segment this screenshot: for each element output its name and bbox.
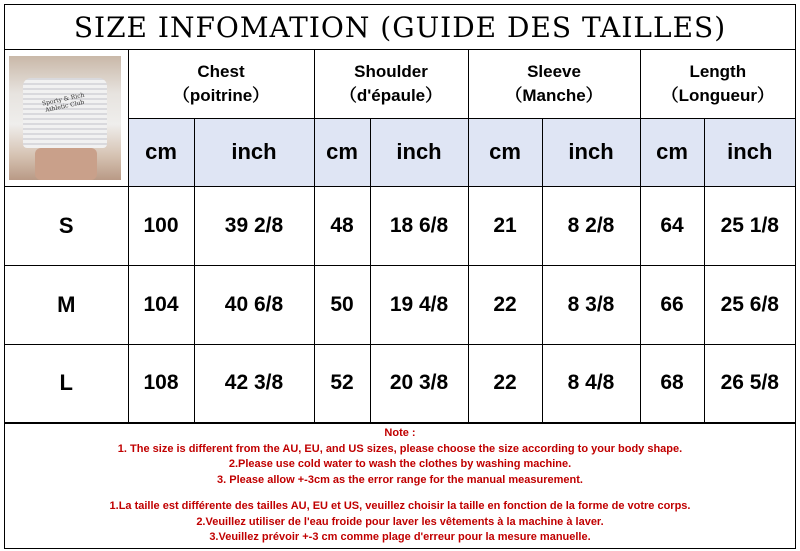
- chest-cm: 108: [128, 344, 194, 422]
- length-inch: 25 1/8: [704, 186, 795, 265]
- shoulder-inch: 18 6/8: [370, 186, 468, 265]
- size-label: S: [5, 186, 128, 265]
- unit-cm: cm: [640, 118, 704, 186]
- chest-cm: 104: [128, 265, 194, 344]
- unit-inch: inch: [370, 118, 468, 186]
- sleeve-inch: 8 4/8: [542, 344, 640, 422]
- sleeve-cm: 22: [468, 265, 542, 344]
- header-chest: Chest （poitrine）: [128, 50, 314, 118]
- size-table: [5, 50, 795, 423]
- shoulder-cm: 48: [314, 186, 370, 265]
- chest-inch: 42 3/8: [194, 344, 314, 422]
- page-title: SIZE INFOMATION (GUIDE DES TAILLES): [5, 5, 795, 50]
- length-inch: 25 6/8: [704, 265, 795, 344]
- chest-cm: 100: [128, 186, 194, 265]
- chest-inch: 40 6/8: [194, 265, 314, 344]
- note-fr-2: 2.Veuillez utiliser de l'eau froide pour laver les vêtements à la machine à laver.: [196, 515, 604, 528]
- length-cm: 64: [640, 186, 704, 265]
- size-label: M: [5, 265, 128, 344]
- length-inch: 26 5/8: [704, 344, 795, 422]
- length-cm: 66: [640, 265, 704, 344]
- unit-inch: inch: [542, 118, 640, 186]
- unit-inch: inch: [194, 118, 314, 186]
- sleeve-cm: 21: [468, 186, 542, 265]
- product-photo-cell: [5, 50, 128, 186]
- unit-cm: cm: [468, 118, 542, 186]
- header-sleeve: Sleeve （Manche）: [468, 50, 640, 118]
- shoulder-cm: 50: [314, 265, 370, 344]
- unit-inch: inch: [704, 118, 795, 186]
- note-en-3: 3. Please allow +-3cm as the error range for the manual measurement.: [217, 473, 583, 486]
- shoulder-inch: 20 3/8: [370, 344, 468, 422]
- note-en-1: 1. The size is different from the AU, EU, and US sizes, please choose the size according to your body shape.: [117, 442, 683, 455]
- note-fr-3: 3.Veuillez prévoir +-3 cm comme plage d'erreur pour la mesure manuelle.: [209, 531, 591, 543]
- shirt-print-text: Sporty & Rich Athletic Club: [41, 91, 86, 114]
- notes-section: [5, 423, 795, 548]
- note-fr-1: 1.La taille est différente des tailles AU, EU et US, veuillez choisir la taille en fonction de la forme de votre corps.: [109, 500, 691, 512]
- note-en-2: 2.Please use cold water to wash the clothes by washing machine.: [228, 458, 572, 470]
- sleeve-inch: 8 2/8: [542, 186, 640, 265]
- shoulder-inch: 19 4/8: [370, 265, 468, 344]
- product-photo: [9, 56, 121, 180]
- header-shoulder: Shoulder （d'épaule）: [314, 50, 468, 118]
- length-cm: 68: [640, 344, 704, 422]
- chest-inch: 39 2/8: [194, 186, 314, 265]
- table-row: [5, 344, 795, 422]
- header-length: Length （Longueur）: [640, 50, 795, 118]
- table-row: [5, 186, 795, 265]
- shoulder-cm: 52: [314, 344, 370, 422]
- size-label: L: [5, 344, 128, 422]
- table-row: [5, 265, 795, 344]
- unit-cm: cm: [314, 118, 370, 186]
- sleeve-cm: 22: [468, 344, 542, 422]
- notes-heading: Note :: [384, 427, 416, 439]
- unit-cm: cm: [128, 118, 194, 186]
- size-chart-sheet: [4, 4, 796, 549]
- sleeve-inch: 8 3/8: [542, 265, 640, 344]
